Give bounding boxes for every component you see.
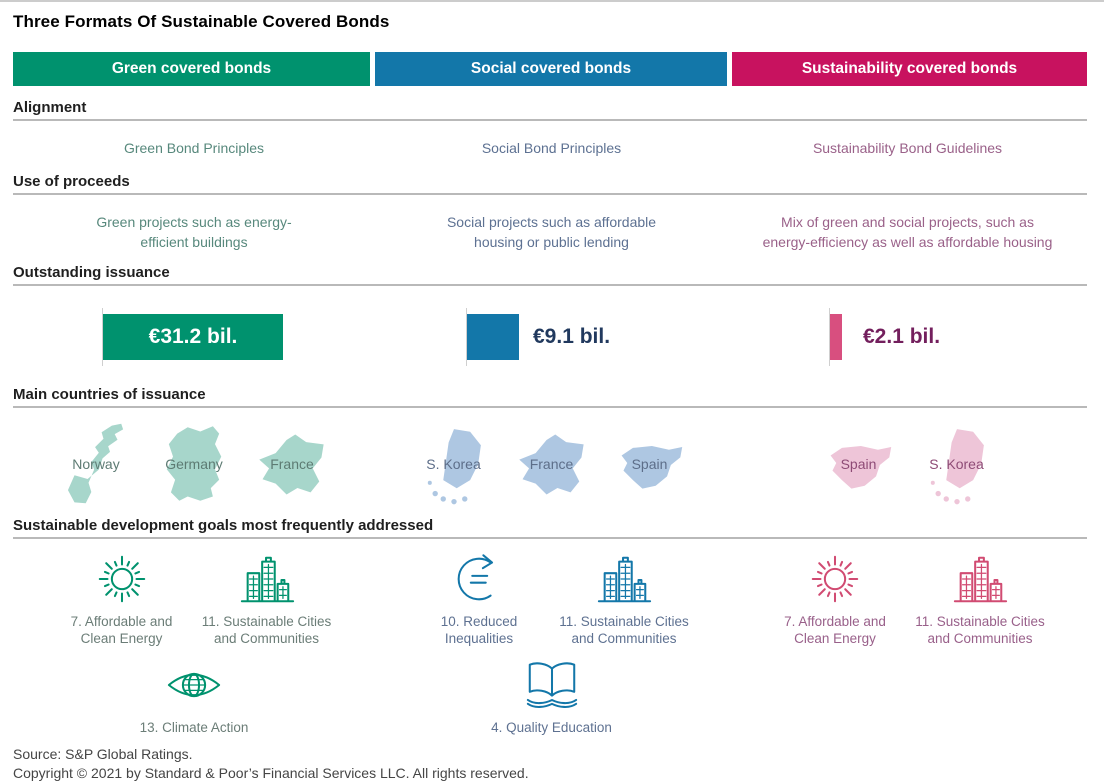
sdg-affordable-clean-energy — [763, 550, 908, 647]
sdg-reduced-inequalities — [407, 550, 552, 647]
sdg-quality-education — [479, 656, 624, 736]
footer — [13, 745, 1087, 783]
country-skorea — [418, 421, 490, 507]
sun-icon — [806, 550, 864, 608]
proceeds-green: Green projects such as energy-efficient buildings — [96, 214, 292, 250]
countries-social — [375, 421, 728, 507]
country-france — [256, 421, 328, 507]
open-book-icon — [523, 656, 581, 714]
country-skorea — [921, 421, 993, 507]
copyright-note: Copyright © 2021 by Standard & Poor’s Financial Services LLC. All rights reserved. — [13, 765, 529, 781]
buildings-icon — [951, 550, 1009, 608]
alignment-green: Green Bond Principles — [123, 140, 265, 156]
buildings-icon — [595, 550, 653, 608]
country-label: Spain — [840, 456, 877, 472]
sdg-label: 7. Affordable and Clean Energy — [70, 614, 173, 646]
issuance-bar-sustainability — [830, 314, 842, 360]
issuance-value-green: €31.2 bil. — [148, 325, 238, 348]
sdg-social-column — [375, 550, 728, 736]
sdg-climate-action — [122, 656, 267, 736]
country-label: Germany — [165, 456, 223, 472]
countries-green — [13, 421, 375, 507]
header-social-covered-bonds: Social covered bonds — [375, 52, 727, 86]
buildings-icon — [238, 550, 296, 608]
outstanding-issuance-row — [13, 308, 1087, 366]
country-label: S. Korea — [929, 456, 984, 472]
section-label-use-of-proceeds: Use of proceeds — [13, 173, 1087, 195]
header-sustainability-covered-bonds: Sustainability covered bonds — [732, 52, 1087, 86]
country-label: France — [529, 456, 574, 472]
issuance-bar-green — [103, 314, 283, 360]
country-france — [516, 421, 588, 507]
sdg-sustainable-cities — [194, 550, 339, 647]
equality-arrow-icon — [450, 550, 508, 608]
sdg-sustainable-cities — [908, 550, 1053, 647]
sun-icon — [93, 550, 151, 608]
sdg-affordable-clean-energy — [49, 550, 194, 647]
page-title: Three Formats Of Sustainable Covered Bonds — [13, 12, 390, 31]
header-green-covered-bonds: Green covered bonds — [13, 52, 370, 86]
alignment-social: Social Bond Principles — [481, 140, 622, 156]
country-norway — [60, 421, 132, 507]
column-header-row — [13, 52, 1087, 86]
country-label: France — [270, 456, 314, 472]
issuance-sustainability — [728, 308, 1087, 366]
proceeds-social: Social projects such as affordable housing or public lending — [446, 214, 657, 250]
sdg-row — [13, 550, 1087, 736]
issuance-value-social: €9.1 bil. — [533, 325, 611, 348]
section-label-alignment: Alignment — [13, 99, 1087, 121]
alignment-row — [13, 138, 1087, 158]
sdg-label: 11. Sustainable Cities and Communities — [915, 614, 1045, 646]
infographic — [13, 2, 1087, 783]
country-label: Spain — [631, 456, 668, 472]
section-label-sdg: Sustainable development goals most frequently addressed — [13, 517, 1087, 539]
sdg-green-column — [13, 550, 375, 736]
country-spain — [614, 421, 686, 507]
source-note: Source: S&P Global Ratings. — [13, 746, 193, 762]
country-spain — [823, 421, 895, 507]
sdg-label: 13. Climate Action — [139, 720, 249, 735]
section-label-outstanding-issuance: Outstanding issuance — [13, 264, 1087, 286]
issuance-social — [375, 308, 728, 366]
issuance-bar-social — [467, 314, 519, 360]
country-label: Norway — [72, 456, 120, 472]
countries-row — [13, 421, 1087, 507]
sdg-label: 10. Reduced Inequalities — [440, 614, 518, 646]
countries-sustainability — [728, 421, 1087, 507]
use-of-proceeds-row — [13, 212, 1087, 252]
country-germany — [158, 421, 230, 507]
section-label-countries: Main countries of issuance — [13, 386, 1087, 408]
issuance-value-sustainability: €2.1 bil. — [863, 325, 941, 348]
sdg-label: 4. Quality Education — [491, 720, 612, 735]
alignment-sustainability: Sustainability Bond Guidelines — [812, 140, 1003, 156]
country-label: S. Korea — [426, 456, 481, 472]
sdg-sustainable-cities — [552, 550, 697, 647]
globe-eye-icon — [165, 656, 223, 714]
sdg-label: 7. Affordable and Clean Energy — [784, 614, 886, 646]
sdg-sustainability-column — [728, 550, 1087, 736]
issuance-green — [13, 308, 375, 366]
sdg-label: 11. Sustainable Cities and Communities — [559, 614, 689, 646]
sdg-label: 11. Sustainable Cities and Communities — [201, 614, 332, 646]
proceeds-sustainability: Mix of green and social projects, such as energy-efficiency as well as affordable housing — [762, 214, 1053, 250]
